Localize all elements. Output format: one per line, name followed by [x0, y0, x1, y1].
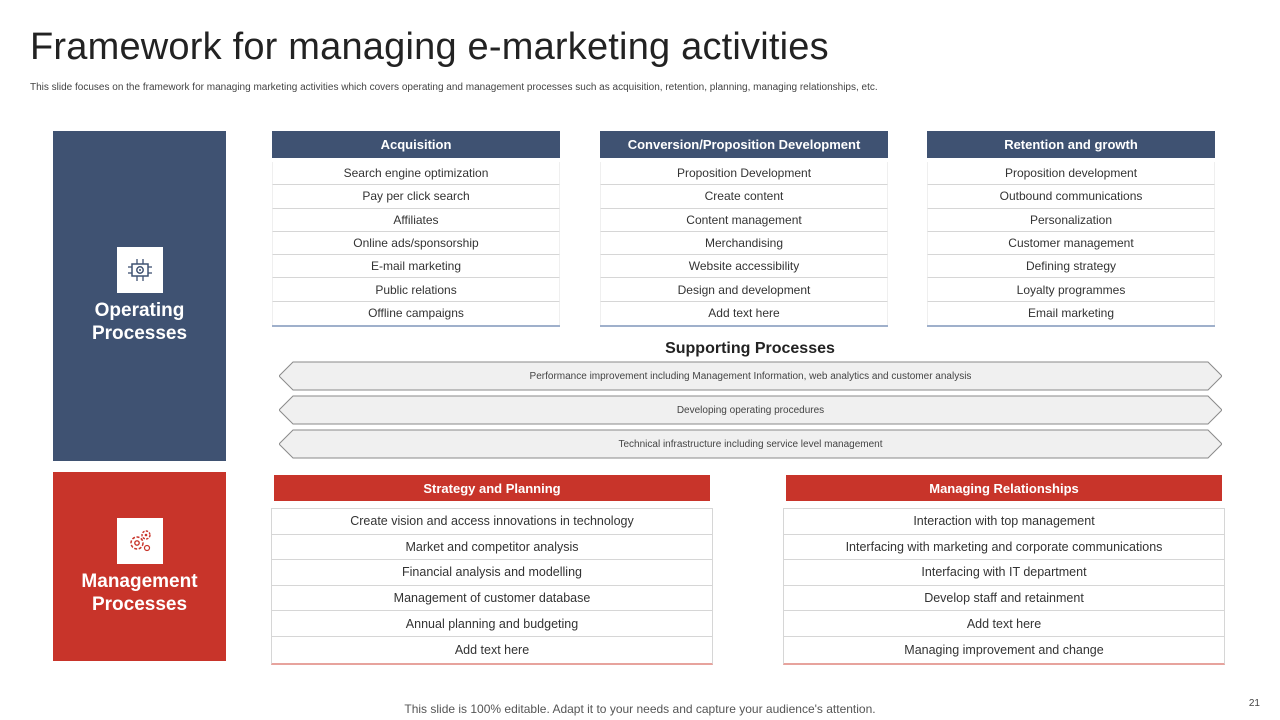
column-header: Retention and growth	[927, 131, 1215, 158]
column-header: Strategy and Planning	[274, 475, 710, 501]
list-item: Develop staff and retainment	[784, 586, 1224, 612]
list-item: Design and development	[600, 278, 888, 301]
list-item: Offline campaigns	[272, 302, 560, 325]
management-label-line1: Management	[81, 570, 198, 592]
supporting-arrow-label: Technical infrastructure including service level management	[618, 438, 883, 450]
process-gear-icon	[117, 247, 163, 293]
list-item: Add text here	[454, 642, 530, 657]
strategy-planning-column	[271, 475, 713, 665]
supporting-arrow	[279, 429, 1222, 459]
list-item: Outbound communications	[927, 185, 1215, 208]
list-item: Affiliates	[272, 209, 560, 232]
footer-note: This slide is 100% editable. Adapt it to your needs and capture your audience's attention.	[404, 702, 876, 716]
column-list	[272, 162, 560, 327]
management-processes-block	[53, 472, 226, 661]
list-item: Public relations	[272, 278, 560, 301]
supporting-arrow-label: Developing operating procedures	[676, 404, 825, 416]
list-item: Personalization	[927, 209, 1215, 232]
column-list	[783, 508, 1225, 665]
management-processes-label	[81, 570, 197, 616]
list-item: Loyalty programmes	[927, 278, 1215, 301]
management-gears-icon	[117, 518, 163, 564]
column-list	[271, 508, 713, 665]
supporting-arrow	[279, 361, 1222, 391]
list-item: Interfacing with marketing and corporate communications	[784, 535, 1224, 561]
conversion-column	[600, 131, 888, 327]
list-item: Market and competitor analysis	[272, 535, 712, 561]
column-header: Conversion/Proposition Development	[600, 131, 888, 158]
list-item: Merchandising	[600, 232, 888, 255]
operating-label-line2: Processes	[91, 323, 188, 344]
list-item: Proposition development	[927, 162, 1215, 185]
list-item: Create content	[600, 185, 888, 208]
supporting-processes-title: Supporting Processes	[665, 340, 835, 357]
managing-relationships-column	[783, 475, 1225, 665]
slide-title: Framework for managing e-marketing activities	[30, 26, 829, 68]
list-item: E-mail marketing	[272, 255, 560, 278]
list-item: Interaction with top management	[784, 509, 1224, 535]
list-item: Search engine optimization	[272, 162, 560, 185]
list-item: Create vision and access innovations in technology	[272, 509, 712, 535]
list-item: Management of customer database	[272, 586, 712, 612]
page-number: 21	[1248, 698, 1260, 709]
slide-subtitle: This slide focuses on the framework for managing marketing activities which covers operating and management processes such as acquisition, retention, planning, managing relationships, etc.	[30, 82, 878, 93]
list-item: Customer management	[927, 232, 1215, 255]
operating-label-line1: Operating	[94, 300, 185, 321]
list-item: Content management	[600, 209, 888, 232]
column-header: Acquisition	[272, 131, 560, 158]
operating-processes-label	[92, 299, 187, 345]
operating-processes-block	[53, 131, 226, 461]
list-item: Add text here	[784, 611, 1224, 637]
list-item: Email marketing	[927, 302, 1215, 325]
acquisition-column	[272, 131, 560, 327]
column-list	[600, 162, 888, 327]
supporting-arrow-label: Performance improvement including Management Information, web analytics and customer analysis	[529, 370, 972, 382]
list-item: Pay per click search	[272, 185, 560, 208]
list-item: Financial analysis and modelling	[272, 560, 712, 586]
list-item: Online ads/sponsorship	[272, 232, 560, 255]
list-item: Managing improvement and change	[904, 642, 1104, 657]
management-label-line2: Processes	[91, 593, 188, 615]
list-item: Add text here	[600, 302, 888, 325]
list-item: Annual planning and budgeting	[272, 611, 712, 637]
list-item: Defining strategy	[927, 255, 1215, 278]
column-list	[927, 162, 1215, 327]
list-item: Website accessibility	[600, 255, 888, 278]
list-item: Proposition Development	[600, 162, 888, 185]
column-header: Managing Relationships	[786, 475, 1222, 501]
supporting-arrow	[279, 395, 1222, 425]
list-item: Interfacing with IT department	[784, 560, 1224, 586]
retention-column	[927, 131, 1215, 327]
